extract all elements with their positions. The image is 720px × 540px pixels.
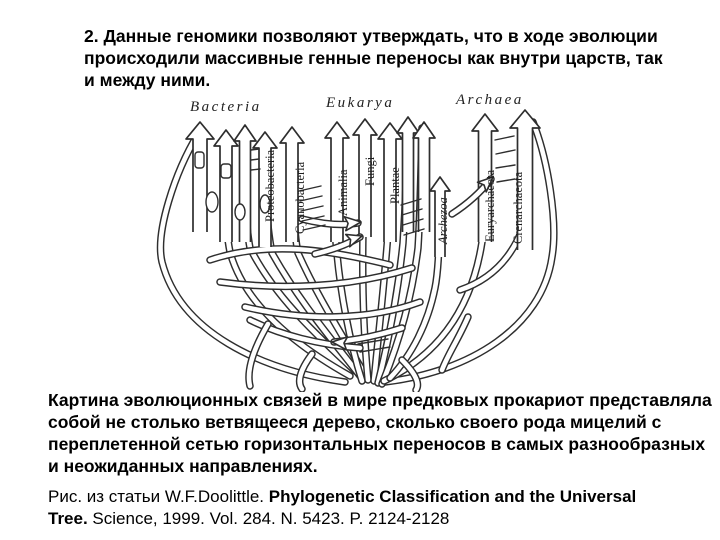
citation-title-part1: Phylogenetic Classification and the Universal: [268, 487, 637, 506]
citation: [48, 486, 636, 530]
arrow-bacteria-1: [186, 122, 214, 232]
taxon-label-proteobacteria: Proteobacteria: [263, 149, 277, 222]
bottom-paragraph-line: и неожиданных направлениях.: [48, 456, 318, 476]
citation-line: [48, 486, 636, 508]
taxon-label-plantae: Plantae: [388, 167, 402, 204]
taxon-label-cyanobacteria: Cyanobacteria: [293, 161, 307, 234]
taxon-label-euryarchaeota: Euryarchaeota: [483, 169, 497, 242]
domain-label-eukarya: Eukarya: [326, 95, 395, 111]
citation-prefix: Рис. из статьи W.F.Doolittle.: [48, 487, 269, 506]
domain-label-bacteria: Bacteria: [190, 99, 262, 115]
bottom-paragraph-line: собой не столько ветвящееся дерево, сколько своего рода мицелий с: [48, 412, 662, 432]
phylogenetic-tree-figure: [150, 92, 570, 392]
top-paragraph: [84, 25, 684, 91]
taxon-label-crenarchaeota: Crenarchaeota: [511, 171, 525, 244]
top-paragraph-line: 2. Данные геномики позволяют утверждать, что в ходе эволюции: [84, 26, 658, 46]
top-paragraph-line: и между ними.: [84, 70, 211, 90]
top-paragraph-line: происходили массивные генные переносы как внутри царств, так: [84, 48, 663, 68]
citation-rest: Science, 1999. Vol. 284. N. 5423. P. 2124-2128: [87, 509, 450, 528]
taxon-label-animalia: Animalia: [336, 169, 350, 216]
domain-label-archaea: Archaea: [456, 92, 524, 108]
taxon-label-archezoa: Archezoa: [436, 197, 450, 244]
bottom-paragraph-line: переплетенной сетью горизонтальных переносов в самых разнообразных: [48, 434, 706, 454]
bottom-paragraph: [48, 389, 713, 477]
bottom-paragraph-line: Картина эволюционных связей в мире предковых прокариот представляла: [48, 390, 712, 410]
citation-title-part2: Tree.: [48, 509, 88, 528]
taxon-label-fungi: Fungi: [363, 156, 377, 186]
arrow-bacteria-3: [234, 125, 256, 242]
arrow-bacteria-2: [214, 130, 238, 242]
citation-line: [48, 508, 636, 530]
